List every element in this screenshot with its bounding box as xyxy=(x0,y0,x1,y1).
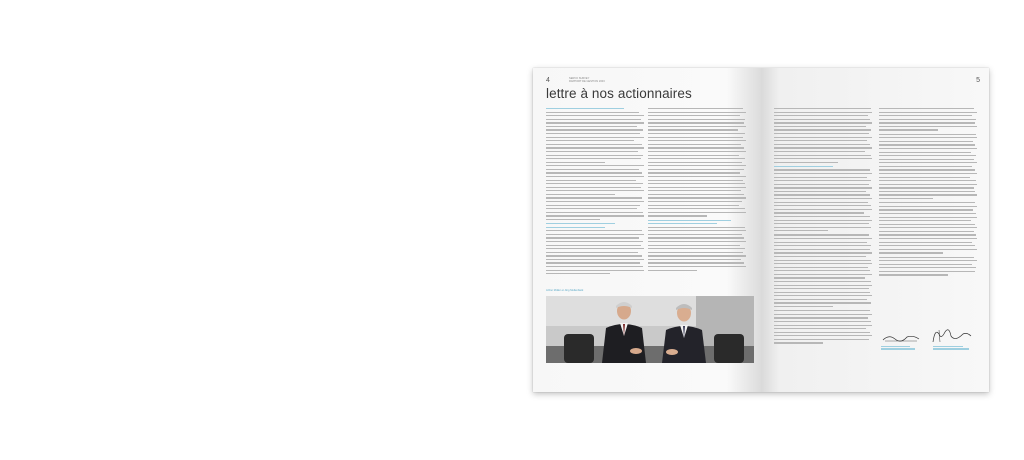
photo-executives xyxy=(546,296,754,363)
handwritten-signatures xyxy=(879,324,975,346)
signatory-left xyxy=(881,346,917,351)
running-head-line-2: RAPPORT DE GESTION 2003 xyxy=(569,80,605,83)
running-head xyxy=(569,77,605,83)
right-page xyxy=(761,68,989,392)
signatures xyxy=(879,324,975,354)
text-column-2 xyxy=(648,108,746,273)
page-number-right: 5 xyxy=(976,77,980,84)
text-column-3 xyxy=(774,108,872,346)
photo-illustration xyxy=(546,296,754,363)
magazine-spread xyxy=(533,68,989,392)
page-number-left: 4 xyxy=(546,77,550,84)
photo-caption: Arthur Müller et Jürg Mullenbäck xyxy=(546,289,584,292)
text-column-4 xyxy=(879,108,977,278)
page-title: lettre à nos actionnaires xyxy=(546,86,692,101)
running-head-line-1: SERVO SURVEY xyxy=(569,77,590,80)
signatory-right xyxy=(933,346,971,351)
text-column-1 xyxy=(546,108,644,277)
left-page xyxy=(533,68,761,392)
